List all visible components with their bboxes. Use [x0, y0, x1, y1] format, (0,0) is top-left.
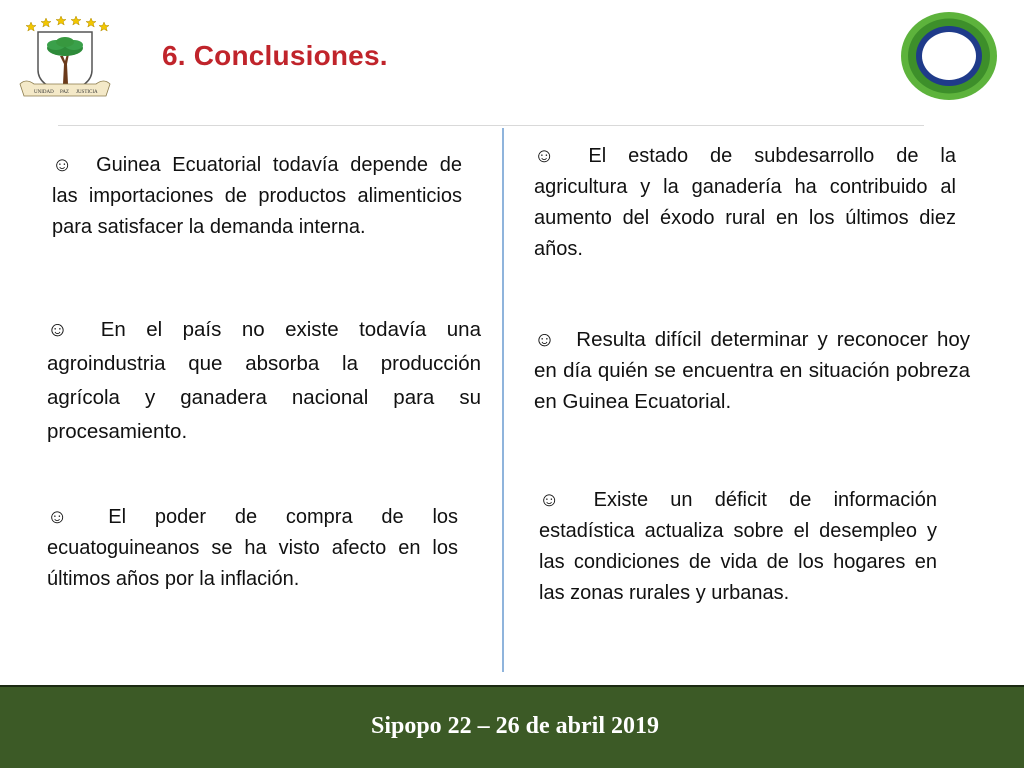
conclusion-text: En el país no existe todavía una agroindustria que absorba la producción agrícola y ganadera nacional para su procesamiento.	[47, 318, 481, 443]
conclusion-item	[47, 502, 458, 595]
conclusion-item	[539, 485, 937, 609]
conclusion-text: Guinea Ecuatorial todavía depende de las importaciones de productos alimenticios para satisfacer la demanda interna.	[52, 154, 462, 238]
smiley-icon: ☺	[539, 489, 560, 511]
slide-title: 6. Conclusiones.	[162, 40, 388, 71]
footer-date-location: Sipopo 22 – 26 de abril 2019	[370, 713, 660, 739]
conclusion-item	[52, 150, 462, 243]
conclusion-item	[534, 324, 970, 417]
smiley-icon: ☺	[52, 154, 73, 176]
national-coat-of-arms-icon	[16, 14, 114, 102]
coat-of-arms-logo	[16, 14, 114, 102]
green-blue-ring-logo-icon	[899, 10, 999, 102]
column-divider	[502, 128, 504, 672]
conclusion-item	[47, 313, 481, 449]
conclusion-text: El estado de subdesarrollo de la agricultura y la ganadería ha contribuido al aumento del éxodo rural en los últimos diez años.	[534, 145, 956, 260]
conclusion-text: Existe un déficit de información estadística actualiza sobre el desempleo y las condiciones de vida de los hogares en las zonas rurales y urbanas.	[539, 489, 937, 604]
banner-word-unidad: UNIDAD	[34, 90, 54, 95]
banner-word-justicia: JUSTICIA	[76, 90, 98, 95]
conclusion-item	[534, 141, 956, 265]
conclusion-text: Resulta difícil determinar y reconocer hoy en día quién se encuentra en situación pobreza en Guinea Ecuatorial.	[534, 328, 971, 413]
smiley-icon: ☺	[47, 318, 68, 341]
ring-logo	[899, 10, 999, 102]
smiley-icon: ☺	[47, 506, 68, 528]
header-divider	[58, 125, 924, 126]
footer-bar	[0, 685, 1024, 768]
banner-word-paz: PAZ	[60, 90, 69, 95]
conclusion-text: El poder de compra de los ecuatoguineanos se ha visto afecto en los últimos años por la inflación.	[47, 506, 459, 590]
smiley-icon: ☺	[534, 145, 555, 167]
smiley-icon: ☺	[534, 328, 555, 351]
